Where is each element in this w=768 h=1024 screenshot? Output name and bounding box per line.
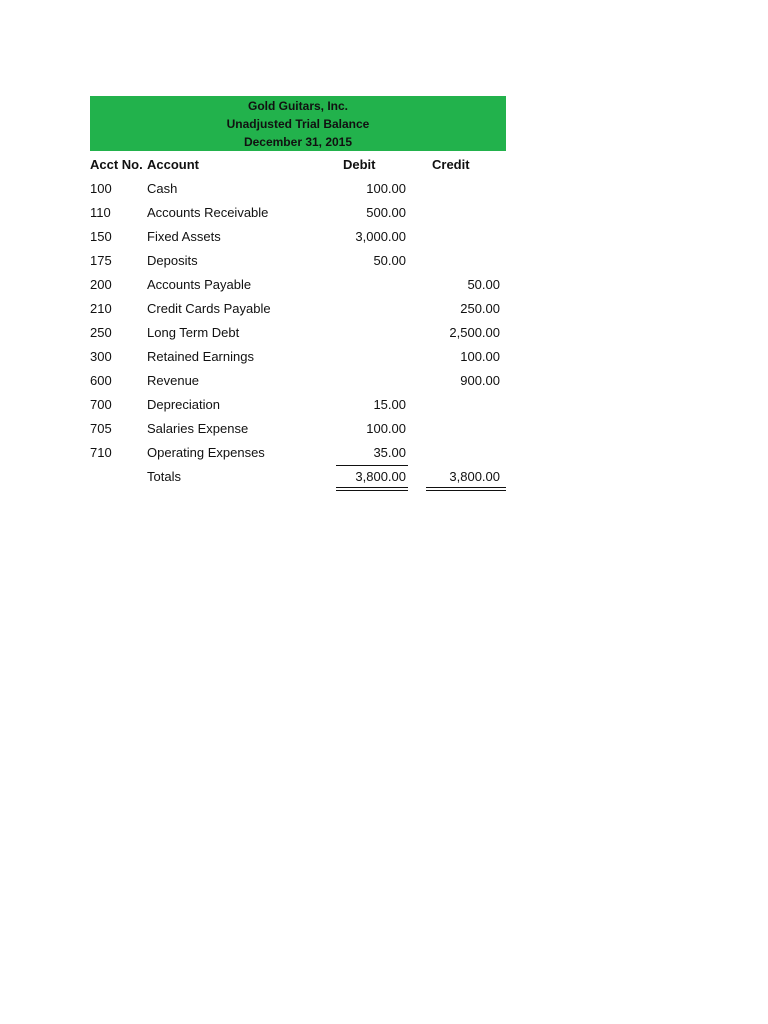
header-acct-no: Acct No. [90,157,143,172]
table-row [90,441,506,465]
debit-cell: 500.00 [366,205,406,220]
total-credit: 3,800.00 [449,469,500,484]
account-name-cell: Fixed Assets [147,229,221,244]
report-title: Unadjusted Trial Balance [226,117,370,131]
acct-no-cell: 110 [90,205,111,220]
account-name-cell: Revenue [147,373,200,388]
table-row [90,201,506,225]
debit-cell: 3,000.00 [355,229,406,244]
totals-label: Totals [147,469,181,484]
table-row [90,273,506,297]
debit-cell: 15.00 [373,397,406,412]
report-date: December 31, 2015 [243,135,353,149]
account-rows [90,177,506,465]
table-row [90,249,506,273]
table-row [90,417,506,441]
acct-no-cell: 700 [90,397,112,412]
account-name-cell: Retained Earnings [147,349,254,364]
totals-row [90,465,506,489]
credit-cell: 2,500.00 [449,325,500,340]
account-name-cell: Depreciation [147,397,220,412]
acct-no-cell: 300 [90,349,112,364]
credit-cell: 100.00 [460,349,500,364]
account-name-cell: Operating Expenses [147,445,265,460]
acct-no-cell: 175 [90,253,112,268]
header-debit: Debit [343,157,376,172]
table-row [90,177,506,201]
table-row [90,225,506,249]
acct-no-cell: 200 [90,277,112,292]
credit-cell: 900.00 [460,373,500,388]
acct-no-cell: 150 [90,229,112,244]
table-row [90,393,506,417]
acct-no-cell: 250 [90,325,112,340]
account-name-cell: Cash [147,181,178,196]
account-name-cell: Accounts Payable [147,277,252,292]
debit-cell: 100.00 [366,421,406,436]
acct-no-cell: 600 [90,373,112,388]
credit-cell: 250.00 [460,301,500,316]
acct-no-cell: 100 [90,181,112,196]
credit-cell: 50.00 [467,277,500,292]
trial-balance-sheet [90,96,506,489]
account-name-cell: Salaries Expense [147,421,249,436]
company-name: Gold Guitars, Inc. [247,99,348,113]
account-name-cell: Accounts Receivable [147,205,269,220]
header-credit: Credit [432,157,470,172]
debit-cell: 35.00 [373,445,406,460]
debit-cell: 100.00 [366,181,406,196]
table-row [90,345,506,369]
account-name-cell: Credit Cards Payable [147,301,271,316]
account-name-cell: Long Term Debt [147,325,240,340]
total-debit: 3,800.00 [355,469,406,484]
header-account: Account [147,157,199,172]
report-banner [90,96,506,151]
column-header-row [90,151,506,177]
debit-double-underline [336,487,408,491]
table-row [90,321,506,345]
acct-no-cell: 210 [90,301,112,316]
acct-no-cell: 705 [90,421,112,436]
debit-cell: 50.00 [373,253,406,268]
account-name-cell: Deposits [147,253,198,268]
table-row [90,369,506,393]
table-row [90,297,506,321]
credit-double-underline [426,487,506,491]
acct-no-cell: 710 [90,445,112,460]
